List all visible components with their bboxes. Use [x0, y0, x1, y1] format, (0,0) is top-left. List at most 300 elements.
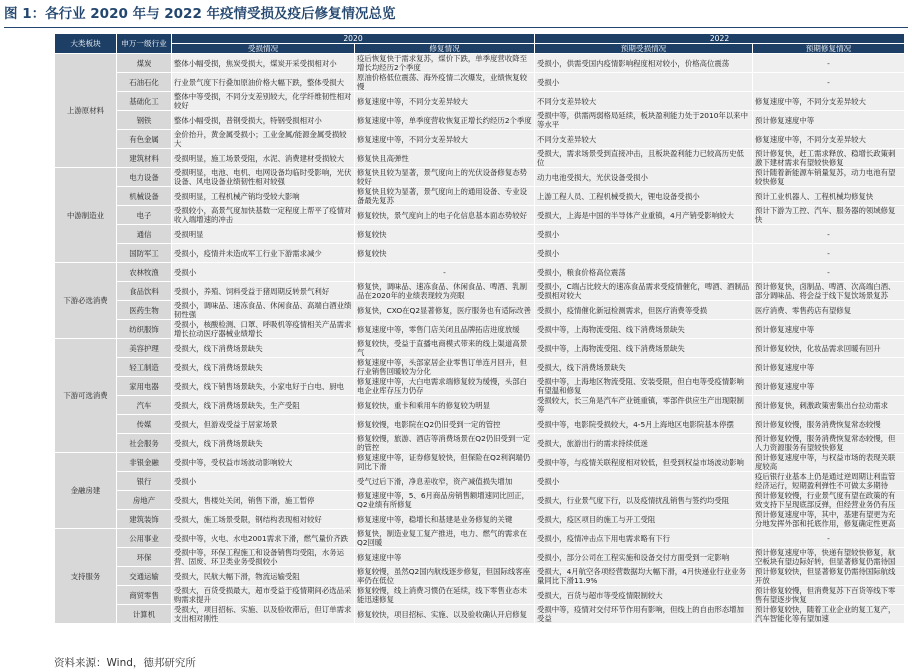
expected-damage-cell	[535, 111, 753, 130]
damage-2020-cell-text: 受损明显	[174, 229, 204, 239]
expected-repair-cell	[753, 282, 905, 301]
expected-repair-cell-text: 修复速度中等，不同分支差异较大	[755, 96, 866, 106]
repair-2020-cell	[355, 111, 535, 130]
repair-2020-cell-text: 修复较快，重卡和乘用车的修复较为明显	[357, 400, 491, 410]
expected-repair-cell	[753, 472, 905, 491]
expected-damage-cell-text: 受损较大，长三角是汽车产业链重镇，零部件供应生产出现限制等	[537, 396, 744, 414]
repair-2020-cell-text: 修复快且较为显著，景气度向上的光伏设备修复态势较好	[357, 168, 527, 186]
repair-2020-cell	[355, 567, 535, 586]
industry-cell	[117, 92, 172, 111]
industry-cell	[117, 510, 172, 529]
expected-damage-cell-text: 受损小，粮食价格高位震荡	[537, 267, 626, 277]
table-row	[55, 54, 905, 73]
expected-damage-cell-text: 受损小	[537, 476, 560, 486]
expected-damage-cell-text: 受损小	[537, 248, 560, 258]
expected-damage-cell	[535, 472, 753, 491]
damage-2020-cell	[172, 529, 355, 548]
sector-cell: 下游必选消费	[55, 263, 117, 339]
header-sector: 大类板块	[55, 34, 117, 54]
expected-repair-cell-text: 修复速度中等，不同分支差异较大	[755, 134, 866, 144]
repair-2020-cell	[355, 415, 535, 434]
repair-2020-cell-text: 修复较慢，电影院在Q2仍旧受到一定的管控	[357, 419, 501, 429]
expected-damage-cell-text: 受损大，4月航空各项经营数据均大幅下滑，4月快递业行业业务量同比下滑11.9%	[537, 567, 746, 585]
damage-2020-cell-text: 受损大，线下销售场景缺失，小家电好于白电、厨电	[174, 381, 344, 391]
damage-2020-cell-text: 受损中等，受权益市场波动影响较大	[174, 457, 293, 467]
repair-2020-cell	[355, 586, 535, 605]
expected-repair-cell-text: 预计修复快，刺激政策密集出台拉动需求	[755, 400, 889, 410]
table-row	[55, 92, 905, 111]
damage-2020-cell	[172, 377, 355, 396]
repair-2020-cell	[355, 130, 535, 149]
industry-cell-text: 通信	[136, 229, 152, 239]
expected-repair-cell-text: 预计修复较慢，但消费复苏下百货等线下零售有望逐步恢复	[755, 586, 896, 604]
repair-2020-cell-text: 修复速度中等，零售门店关闭且品牌拓店进度放缓	[357, 324, 520, 334]
expected-repair-cell-text: 预计修复快，赶工需求释放、稳增长政策刺激下建材需求有望较快修复	[755, 149, 896, 167]
expected-repair-cell-text: -	[827, 248, 830, 258]
industry-cell	[117, 567, 172, 586]
expected-repair-cell	[753, 491, 905, 510]
expected-repair-cell	[753, 377, 905, 396]
damage-2020-cell	[172, 548, 355, 567]
industry-cell-text: 美容护理	[129, 343, 159, 353]
repair-2020-cell-text: -	[443, 267, 446, 277]
table-row	[55, 301, 905, 320]
industry-cell-text: 石油石化	[129, 77, 159, 87]
header-2020: 2020	[172, 34, 535, 44]
repair-2020-cell	[355, 510, 535, 529]
repair-2020-cell	[355, 225, 535, 244]
expected-damage-cell	[535, 320, 753, 339]
damage-2020-cell-text: 受损大，线下消费场景缺失，生产受阻	[174, 400, 300, 410]
industry-cell	[117, 73, 172, 92]
expected-damage-cell	[535, 149, 753, 168]
industry-cell-text: 商贸零售	[129, 590, 159, 600]
expected-repair-cell-text: -	[827, 229, 830, 239]
damage-2020-cell-text: 受损大，线下消费场景缺失	[174, 438, 263, 448]
damage-2020-cell-text: 受损小，养殖、饲料受益于猪周期反转景气利好	[174, 286, 330, 296]
damage-2020-cell	[172, 453, 355, 472]
industry-cell-text: 电力设备	[129, 172, 159, 182]
table-row	[55, 548, 905, 567]
figure-title: 图 1：各行业 2020 年与 2022 年疫情受损及疫后修复情况总览	[4, 6, 396, 22]
expected-damage-cell-text: 受损中等，供需两弱格局延续，板块盈利能力处于2010年以来中等水平	[537, 111, 748, 129]
expected-repair-cell-text: -	[827, 58, 830, 68]
repair-2020-cell	[355, 548, 535, 567]
expected-damage-cell-text: 受损小，供需受国内疫情影响程度相对较小，价格高位震荡	[537, 58, 730, 68]
table-row	[55, 567, 905, 586]
expected-repair-cell-text: -	[827, 267, 830, 277]
damage-2020-cell	[172, 282, 355, 301]
repair-2020-cell	[355, 358, 535, 377]
expected-repair-cell	[753, 244, 905, 263]
sector-cell: 中游制造业	[55, 168, 117, 263]
expected-repair-cell	[753, 187, 905, 206]
damage-2020-cell	[172, 415, 355, 434]
table-row	[55, 586, 905, 605]
industry-cell-text: 建筑材料	[129, 153, 159, 163]
damage-2020-cell-text: 整体小幅受损，焦炭受损大，煤炭开采受损相对小	[174, 58, 337, 68]
damage-2020-cell	[172, 187, 355, 206]
repair-2020-cell	[355, 491, 535, 510]
table-row	[55, 225, 905, 244]
repair-2020-cell	[355, 434, 535, 453]
table-row	[55, 320, 905, 339]
industry-cell-text: 非银金融	[129, 457, 159, 467]
industry-cell	[117, 434, 172, 453]
damage-2020-cell-text: 受损大，售楼处关闭，销售下滑，施工暂停	[174, 495, 315, 505]
repair-2020-cell	[355, 377, 535, 396]
industry-cell-text: 煤炭	[136, 58, 152, 68]
expected-damage-cell-text: 受损大，行业景气度下行，以及疫情扰乱销售与签约均受阻	[537, 495, 730, 505]
damage-2020-cell-text: 金价抬升，黄金属受损小；工业金属/能源金属受损较大	[174, 130, 347, 148]
repair-2020-cell	[355, 396, 535, 415]
repair-2020-cell-text: 受气过后下滑，净息差收窄，资产减值损失增加	[357, 476, 513, 486]
damage-2020-cell-text: 受损小，调味品、速冻食品、休闲食品、高端白酒业绩韧性强	[174, 301, 352, 319]
damage-2020-cell	[172, 434, 355, 453]
table-row	[55, 491, 905, 510]
expected-repair-cell	[753, 168, 905, 187]
expected-damage-cell-text: 受损大，旅游出行的需求持续低迷	[537, 438, 648, 448]
repair-2020-cell-text: 修复快，制造业复工复产推进，电力、燃气的需求在Q2回暖	[357, 529, 527, 547]
damage-2020-cell-text: 受损小	[174, 476, 197, 486]
repair-2020-cell	[355, 301, 535, 320]
repair-2020-cell-text: 修复速度中等，不同分支差异较大	[357, 134, 468, 144]
damage-2020-cell-text: 行业景气度下行叠加原油价格大幅下跌，整体受损大	[174, 77, 344, 87]
expected-damage-cell-text: 受损小，部分公司在工程实施和设备交付方面受到一定影响	[537, 552, 730, 562]
expected-repair-cell	[753, 92, 905, 111]
repair-2020-cell-text: 修复快，调味品、速冻食品、休闲食品、啤酒、乳制品在2020年的业绩表现较为亮眼	[357, 282, 527, 300]
expected-repair-cell-text: 预计下游为工控、汽车、服务器的领域修复快	[755, 206, 896, 224]
title-rule	[4, 27, 908, 28]
industry-cell-text: 医药生物	[129, 305, 159, 315]
industry-cell	[117, 472, 172, 491]
industry-cell-text: 钢铁	[136, 115, 152, 125]
industry-cell	[117, 263, 172, 282]
expected-damage-cell-text: 受损中等，与疫情关联程度相对较低，但受到权益市场波动影响	[537, 457, 744, 467]
expected-damage-cell	[535, 377, 753, 396]
expected-damage-cell-text: 受损小	[537, 77, 560, 87]
industry-cell	[117, 149, 172, 168]
repair-2020-cell-text: 原油价格低位震荡、海外疫情二次爆发，业绩恢复较慢	[357, 73, 527, 91]
damage-2020-cell	[172, 244, 355, 263]
expected-damage-cell	[535, 567, 753, 586]
expected-repair-cell	[753, 415, 905, 434]
table-row	[55, 130, 905, 149]
industry-cell-text: 传媒	[136, 419, 152, 429]
damage-2020-cell-text: 受损大，但游戏受益于居家场景	[174, 419, 278, 429]
expected-repair-cell-text: 预计修复速度中等	[755, 115, 815, 125]
expected-repair-cell-text: 预计修复较快，随着工业企业的复工复产，汽车智能化等有望加速	[755, 605, 896, 623]
expected-damage-cell	[535, 491, 753, 510]
industry-cell-text: 农林牧渔	[129, 267, 159, 277]
expected-damage-cell-text: 受损小，疫情催化新冠检测需求，但医疗消费等受损	[537, 305, 707, 315]
sector-cell: 上游原材料	[55, 54, 117, 168]
expected-repair-cell	[753, 529, 905, 548]
table-row	[55, 111, 905, 130]
expected-repair-cell	[753, 301, 905, 320]
table-row	[55, 529, 905, 548]
header-industry: 申万一级行业	[117, 34, 172, 54]
damage-2020-cell	[172, 206, 355, 225]
industry-cell	[117, 168, 172, 187]
repair-2020-cell	[355, 149, 535, 168]
damage-2020-cell	[172, 111, 355, 130]
repair-2020-cell-text: 修复速度中等，稳增长和基建是业务修复的关键	[357, 514, 513, 524]
table-row	[55, 244, 905, 263]
damage-2020-cell-text: 受损小	[174, 267, 197, 277]
industry-cell	[117, 130, 172, 149]
repair-2020-cell-text: 修复速度中等，5、6月商品房销售额增速同比回正，Q2业绩有所修复	[357, 491, 530, 509]
table-row	[55, 472, 905, 491]
expected-repair-cell	[753, 605, 905, 624]
expected-repair-cell	[753, 149, 905, 168]
expected-repair-cell	[753, 358, 905, 377]
industry-cell-text: 轻工制造	[129, 362, 159, 372]
expected-damage-cell	[535, 434, 753, 453]
damage-2020-cell	[172, 567, 355, 586]
expected-repair-cell	[753, 510, 905, 529]
repair-2020-cell-text: 修复较快	[357, 229, 387, 239]
damage-2020-cell-text: 受损明显，电池、电机、电网设备均临时受影响，光伏设备、风电设备业绩韧性相对较强	[174, 168, 352, 186]
header-damage-2020: 受损情况	[172, 44, 355, 54]
expected-repair-cell-text: 预计修复速度中等，与权益市场的表现关联度较高	[755, 453, 896, 471]
expected-damage-cell	[535, 396, 753, 415]
damage-2020-cell	[172, 73, 355, 92]
damage-2020-cell	[172, 320, 355, 339]
industry-cell	[117, 244, 172, 263]
damage-2020-cell-text: 受损中等，环保工程施工和设备销售均受阻，水务运营、固废、环卫类业务受损较小	[174, 548, 344, 566]
repair-2020-cell	[355, 54, 535, 73]
expected-damage-cell	[535, 548, 753, 567]
expected-repair-cell	[753, 434, 905, 453]
industry-cell-text: 环保	[136, 552, 152, 562]
expected-damage-cell	[535, 187, 753, 206]
damage-2020-cell-text: 受损较小，高景气度加快基数一定程度上帮平了疫情对收入端增速的冲击	[174, 206, 352, 224]
repair-2020-cell-text: 修复较快，项目招标、实施、以及验收确认开启修复	[357, 609, 527, 619]
industry-cell	[117, 605, 172, 624]
expected-damage-cell-text: 受损小	[537, 229, 560, 239]
expected-repair-cell	[753, 73, 905, 92]
repair-2020-cell	[355, 282, 535, 301]
expected-repair-cell	[753, 396, 905, 415]
expected-damage-cell	[535, 301, 753, 320]
expected-damage-cell-text: 受损中等，上海地区物流受阻、安装受限，但白电等受疫情影响有望温和修复	[537, 377, 744, 395]
expected-repair-cell-text: 预计修复速度中等	[755, 324, 815, 334]
industry-cell	[117, 377, 172, 396]
expected-repair-cell	[753, 548, 905, 567]
damage-2020-cell-text: 受损大，线下消费场景缺失	[174, 362, 263, 372]
industry-cell-text: 机械设备	[129, 191, 159, 201]
table-row	[55, 415, 905, 434]
damage-2020-cell-text: 整体小幅受损，普钢受损大，特钢受损相对小	[174, 115, 322, 125]
expected-damage-cell-text: 动力电池受损大，光伏设备受损小	[537, 172, 648, 182]
repair-2020-cell-text: 修复速度中等，不同分支差异较大	[357, 96, 468, 106]
expected-repair-cell	[753, 54, 905, 73]
expected-damage-cell	[535, 54, 753, 73]
damage-2020-cell-text: 受损大，线下消费场景缺失	[174, 343, 263, 353]
expected-repair-cell	[753, 130, 905, 149]
expected-damage-cell	[535, 92, 753, 111]
industry-cell-text: 社会服务	[129, 438, 159, 448]
expected-repair-cell	[753, 453, 905, 472]
industry-cell	[117, 111, 172, 130]
repair-2020-cell-text: 修复快，CXO在Q2显著修复，医疗服务也有适际改善	[357, 305, 531, 315]
expected-repair-cell-text: 预计修复较慢，行业景气度有望在政策的有效支持下呈现底部反弹，但经营业务仍有压	[755, 491, 896, 509]
damage-2020-cell	[172, 54, 355, 73]
sector-cell: 金融房建	[55, 453, 117, 529]
expected-damage-cell	[535, 168, 753, 187]
expected-repair-cell-text: 预计工业机器人、工程机械均修复快	[755, 191, 874, 201]
damage-2020-cell	[172, 510, 355, 529]
expected-repair-cell-text: 预计修复速度中等，快递有望较快修复，航空板块有望边际好转，但显著修复仍需待国	[755, 548, 896, 566]
expected-repair-cell	[753, 225, 905, 244]
industry-cell-text: 建筑装饰	[129, 514, 159, 524]
industry-cell	[117, 301, 172, 320]
industry-cell	[117, 453, 172, 472]
damage-2020-cell	[172, 339, 355, 358]
table-row	[55, 377, 905, 396]
expected-repair-cell	[753, 567, 905, 586]
repair-2020-cell	[355, 263, 535, 282]
repair-2020-cell-text: 疫后恢复快于需求复苏，煤价下跌，单季度营收降至增长均经历2个季度	[357, 54, 527, 72]
expected-repair-cell-text: 医疗消费、零售药店有望修复	[755, 305, 852, 315]
expected-damage-cell	[535, 244, 753, 263]
industry-cell-text: 公用事业	[129, 533, 159, 543]
damage-2020-cell	[172, 92, 355, 111]
industry-cell	[117, 225, 172, 244]
damage-2020-cell-text: 受损大，百货受损最大，超市受益于疫情期间必选品采购需求提升	[174, 586, 352, 604]
repair-2020-cell	[355, 472, 535, 491]
expected-damage-cell-text: 受损大，需求场景受到直接冲击，且板块盈利能力已较高历史低位	[537, 149, 744, 167]
expected-damage-cell-text: 不同分支差异较大	[537, 134, 597, 144]
expected-damage-cell	[535, 358, 753, 377]
expected-repair-cell-text: 预计修复较慢，服务消费恢复常态较慢	[755, 419, 881, 429]
table-row	[55, 605, 905, 624]
damage-2020-cell-text: 受损大，施工场景受限，钢结构表现相对较好	[174, 514, 322, 524]
table-row	[55, 263, 905, 282]
repair-2020-cell	[355, 206, 535, 225]
expected-damage-cell	[535, 130, 753, 149]
damage-2020-cell	[172, 491, 355, 510]
industry-cell	[117, 491, 172, 510]
industry-cell	[117, 54, 172, 73]
table-row	[55, 358, 905, 377]
expected-damage-cell-text: 受损中等，上海物流受阻、线下消费场景缺失	[537, 324, 685, 334]
expected-damage-cell-text: 受损中等，上海物流受阻、线下消费场景缺失	[537, 343, 685, 353]
expected-repair-cell-text: 预计修复速度中等	[755, 362, 815, 372]
expected-repair-cell	[753, 586, 905, 605]
damage-2020-cell	[172, 130, 355, 149]
industry-cell-text: 国防军工	[129, 248, 159, 258]
table-row	[55, 453, 905, 472]
sector-cell: 支持服务	[55, 529, 117, 624]
repair-2020-cell	[355, 529, 535, 548]
damage-2020-cell	[172, 605, 355, 624]
repair-2020-cell-text: 修复较慢，旅游、酒店等消费场景在Q2仍旧受到一定的管控	[357, 434, 531, 452]
industry-cell-text: 计算机	[132, 609, 156, 619]
repair-2020-cell-text: 修复较慢，虽然Q2国内航线逐步修复，但国际线客座率仍在低位	[357, 567, 531, 585]
expected-damage-cell	[535, 415, 753, 434]
industry-cell	[117, 187, 172, 206]
expected-repair-cell-text: 预计修复速度中等	[755, 381, 815, 391]
damage-2020-cell-text: 受损小，核酸检测、口罩、呼吸机等疫情相关产品需求增长拉动医疗器械业绩增长	[174, 320, 352, 338]
expected-damage-cell	[535, 73, 753, 92]
repair-2020-cell-text: 修复速度中等，证券修复较快，但保险在Q2利润端仍同比下滑	[357, 453, 531, 471]
expected-damage-cell-text: 受损大，疫区项目的施工与开工受阻	[537, 514, 656, 524]
expected-repair-cell	[753, 339, 905, 358]
expected-repair-cell-text: -	[827, 533, 830, 543]
industry-cell	[117, 206, 172, 225]
expected-damage-cell-text: 受损大，线下消费场景缺失	[537, 362, 626, 372]
expected-damage-cell-text: 受损大，上海是中国的半导体产业重镇，4月产销受影响较大	[537, 210, 734, 220]
repair-2020-cell	[355, 73, 535, 92]
repair-2020-cell	[355, 92, 535, 111]
expected-damage-cell	[535, 605, 753, 624]
damage-2020-cell-text: 受损明显，施工场景受阻，水泥、消费建材受损较大	[174, 153, 344, 163]
expected-repair-cell-text: 预计修复较快，但显著修复仍需待国际航线开放	[755, 567, 896, 585]
expected-repair-cell-text: 预计修复较慢，服务消费恢复常态较慢，但人力资源服务有望较快修复	[755, 434, 896, 452]
repair-2020-cell-text: 修复较慢，线上消费习惯仍在延续，线下零售业态未能迅速修复	[357, 586, 527, 604]
expected-damage-cell	[535, 282, 753, 301]
repair-2020-cell	[355, 320, 535, 339]
expected-repair-cell	[753, 111, 905, 130]
expected-damage-cell-text: 受损小，疫情冲击点下用电需求略有下行	[537, 533, 671, 543]
expected-damage-cell-text: 不同分支差异较大	[537, 96, 597, 106]
table-row	[55, 168, 905, 187]
expected-damage-cell-text: 受损中等，疫情对交付环节作用有影响，但线上的自由形态增加受益	[537, 605, 744, 623]
expected-damage-cell	[535, 225, 753, 244]
damage-2020-cell-text: 整体中等受损，不同分支差别较大，化学纤维韧性相对较好	[174, 92, 352, 110]
table-body	[55, 54, 905, 624]
table-row	[55, 434, 905, 453]
damage-2020-cell-text: 受损大，民航大幅下滑，物流运输受阻	[174, 571, 300, 581]
repair-2020-cell	[355, 605, 535, 624]
damage-2020-cell-text: 受损小，疫情并未造成军工行业下游需求减少	[174, 248, 322, 258]
damage-2020-cell	[172, 168, 355, 187]
header-repair-2020: 修复情况	[355, 44, 535, 54]
repair-2020-cell-text: 修复速度中等，头部家居企业零售订单连月回升，但行业销售回暖较为分化	[357, 358, 527, 376]
industry-cell	[117, 339, 172, 358]
industry-cell-text: 房地产	[132, 495, 156, 505]
repair-2020-cell	[355, 187, 535, 206]
damage-2020-cell	[172, 225, 355, 244]
header-2022: 2022	[535, 34, 905, 44]
damage-2020-cell	[172, 263, 355, 282]
industry-cell	[117, 415, 172, 434]
expected-damage-cell	[535, 206, 753, 225]
industry-cell	[117, 282, 172, 301]
expected-damage-cell	[535, 339, 753, 358]
industry-cell	[117, 586, 172, 605]
damage-2020-cell	[172, 396, 355, 415]
expected-damage-cell-text: 受损中等，电影院受损较大，4-5月上海地区电影院基本停摆	[537, 419, 734, 429]
repair-2020-cell-text: 修复快且较为显著，景气度向上的通用设备、专业设备最先复苏	[357, 187, 527, 205]
repair-2020-cell	[355, 168, 535, 187]
repair-2020-cell	[355, 244, 535, 263]
industry-cell	[117, 320, 172, 339]
industry-cell-text: 电子	[136, 210, 152, 220]
damage-2020-cell-text: 受损明显，工程机械产销均受较大影响	[174, 191, 300, 201]
repair-2020-cell-text: 修复较快	[357, 248, 387, 258]
table-row	[55, 339, 905, 358]
expected-damage-cell	[535, 263, 753, 282]
expected-repair-cell-text: 预计修复较快，化妆品需求回暖有回升	[755, 343, 881, 353]
table-row	[55, 73, 905, 92]
expected-repair-cell-text: 预计修复速度中等，其中，基建有望更为充分地发挥外部和托底作用，修复确定性更高	[755, 510, 896, 528]
overview-table	[54, 33, 905, 624]
industry-cell-text: 纺织服饰	[129, 324, 159, 334]
damage-2020-cell	[172, 358, 355, 377]
